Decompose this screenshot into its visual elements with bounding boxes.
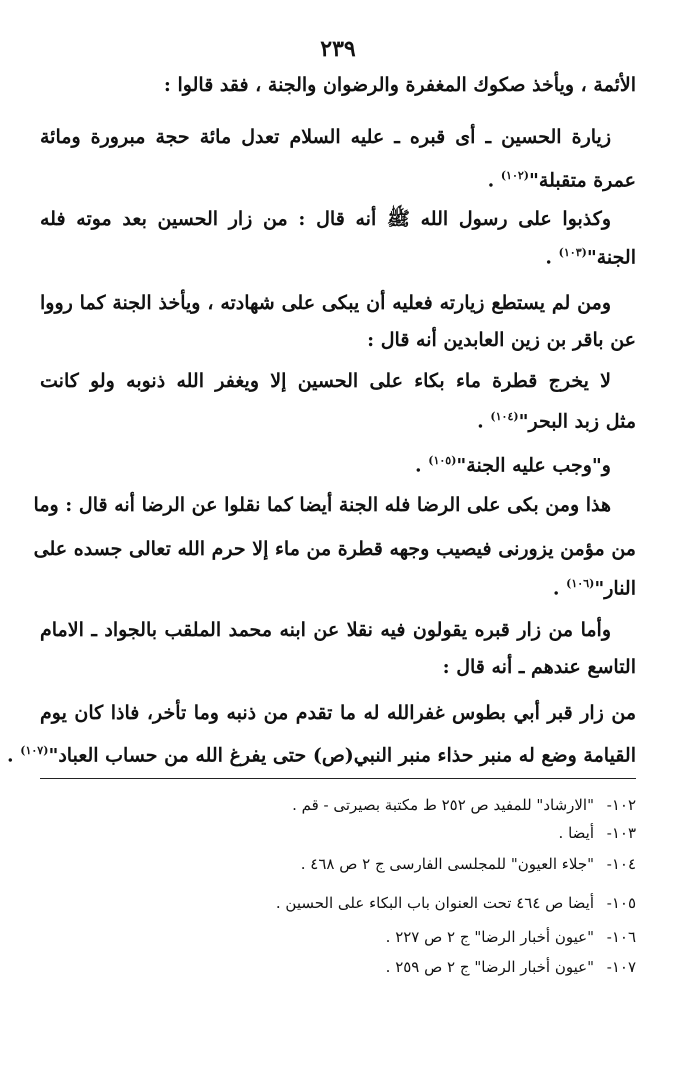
body-text: عمرة متقبلة" <box>528 169 636 192</box>
footnote-number: ١٠٢- <box>606 796 636 814</box>
body-line: وكذبوا على رسول الله ﷺ أنه قال : من زار الحسين بعد موته فله <box>40 208 611 230</box>
body-line: زيارة الحسين ـ أى قبره ـ عليه السلام تعدل مائة حجة مبرورة ومائة <box>40 126 611 148</box>
page-number: ٢٣٩ <box>320 36 356 62</box>
footnote-ref-105: (١٠٥) <box>428 454 457 467</box>
end-mark: . <box>414 454 422 477</box>
body-line: من زار قبر أبي بطوس غفرالله له ما تقدم من ذنبه وما تأخر، فاذا كان يوم <box>40 702 636 724</box>
footnote-item <box>76 892 636 914</box>
end-mark: . <box>477 410 484 433</box>
end-mark: . <box>487 169 495 192</box>
footnote-ref-102: (١٠٢) <box>500 169 529 182</box>
body-line: ومن لم يستطع زيارته فعليه أن يبكى على شهادته ، ويأخذ الجنة كما رووا <box>40 292 611 314</box>
body-line <box>7 738 636 768</box>
footnote-number: ١٠٧- <box>606 958 636 976</box>
footnote-text: "عيون أخبار الرضا" ج ٢ ص ٢٢٧ . <box>385 928 594 946</box>
footnote-text: "عيون أخبار الرضا" ج ٢ ص ٢٥٩ . <box>385 958 594 976</box>
footnote-ref-107: (١٠٧) <box>20 744 49 757</box>
body-line: عن باقر بن زين العابدين أنه قال : <box>367 329 636 351</box>
footnote-text: أيضا ص ٤٦٤ تحت العنوان باب البكاء على الحسين . <box>275 894 594 912</box>
body-line: التاسع عندهم ـ أنه قال : <box>442 656 636 678</box>
body-line: من مؤمن يزورنى فيصيب وجهه قطرة من ماء إلا حرم الله تعالى جسده على <box>33 538 636 560</box>
body-line: لا يخرج قطرة ماء بكاء على الحسين إلا ويغفر الله ذنوبه ولو كانت <box>40 370 611 392</box>
footnote-item <box>76 853 636 875</box>
footnote-number: ١٠٣- <box>606 824 636 842</box>
footnote-text: "جلاء العيون" للمجلسى الفارسى ج ٢ ص ٤٦٨ . <box>300 855 594 873</box>
footnote-ref-104: (١٠٤) <box>490 410 519 423</box>
footnote-item <box>76 926 636 948</box>
body-text: القيامة وضع له منبر حذاء منبر النبي(ص) حتى يفرغ الله من حساب العباد" <box>48 744 636 767</box>
body-line <box>40 448 611 478</box>
body-line <box>40 404 636 434</box>
body-text: و"وجب عليه الجنة" <box>456 454 611 477</box>
footnote-ref-106: (١٠٦) <box>566 577 595 590</box>
body-line: الأئمة ، ويأخذ صكوك المغفرة والرضوان والجنة ، فقد قالوا : <box>163 74 636 96</box>
body-text: مثل زبد البحر" <box>518 410 636 433</box>
footnote-ref-103: (١٠٣) <box>558 246 587 259</box>
body-line: هذا ومن بكى على الرضا فله الجنة أيضا كما نقلوا عن الرضا أنه قال : وما <box>33 494 611 516</box>
body-text: النار" <box>594 577 636 600</box>
footnote-item <box>76 794 636 816</box>
footnote-item <box>76 822 636 844</box>
body-text: الجنة" <box>586 246 636 269</box>
body-line <box>40 240 636 270</box>
end-mark: . <box>7 744 14 767</box>
footnote-number: ١٠٤- <box>606 855 636 873</box>
body-line <box>40 163 636 193</box>
body-line: وأما من زار قبره يقولون فيه نقلا عن ابنه محمد الملقب بالجواد ـ الامام <box>40 619 611 641</box>
footnote-text: أيضا . <box>558 824 594 842</box>
end-mark: . <box>552 577 560 600</box>
footnote-item <box>76 956 636 978</box>
footnote-divider <box>40 778 636 779</box>
end-mark: . <box>545 246 553 269</box>
body-line <box>40 571 636 601</box>
footnote-number: ١٠٥- <box>606 894 636 912</box>
footnote-text: "الارشاد" للمفيد ص ٢٥٢ ط مكتبة بصيرتى - قم . <box>292 796 594 814</box>
footnote-number: ١٠٦- <box>606 928 636 946</box>
